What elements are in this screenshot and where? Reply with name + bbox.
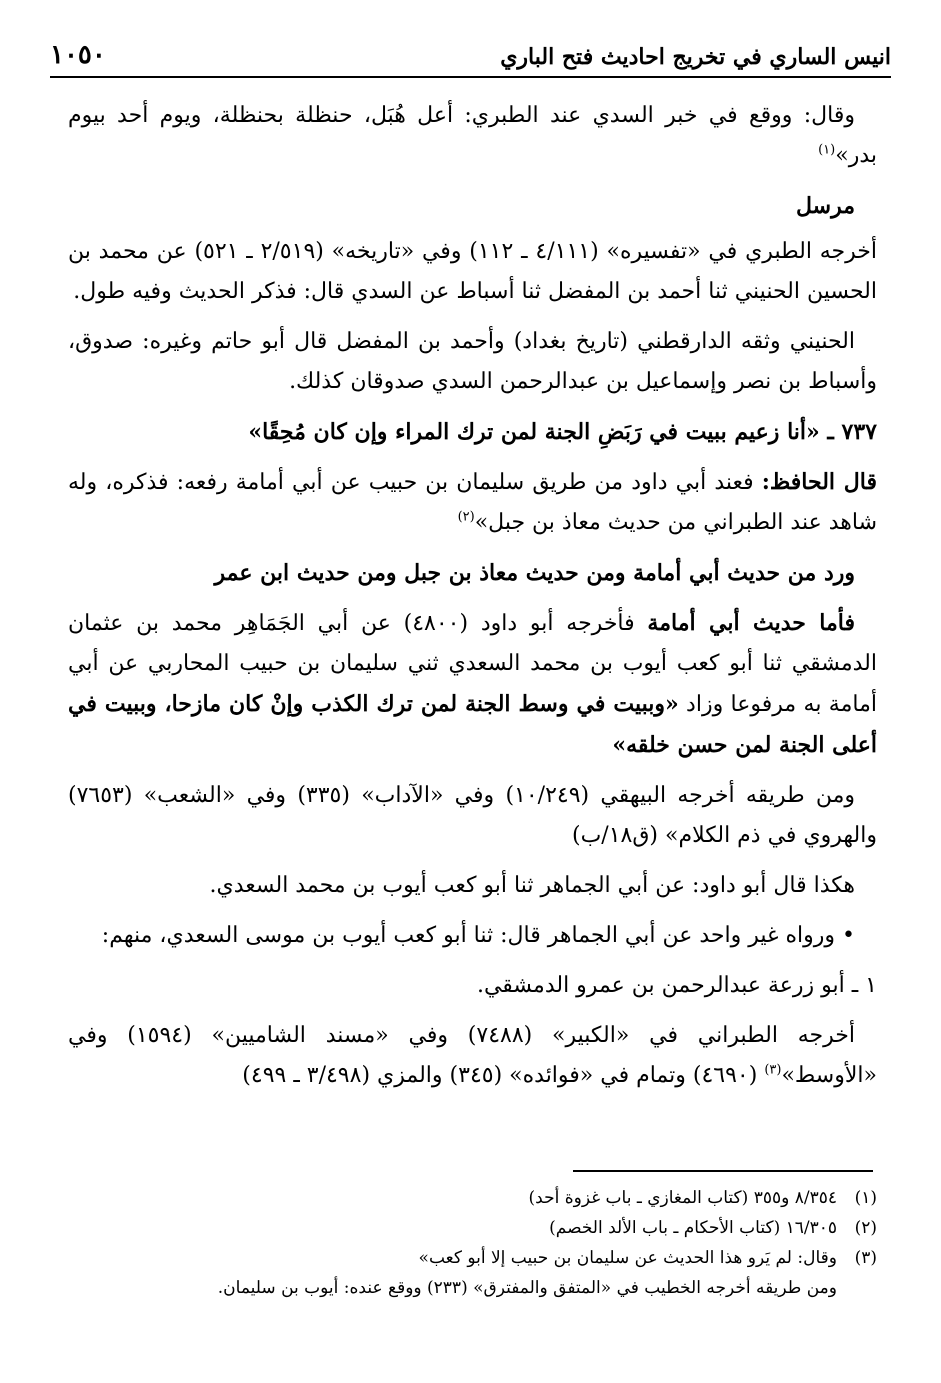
- paragraph-4: [68, 462, 877, 543]
- page-header: [50, 30, 891, 78]
- paragraph-5-lead: فأما حديث أبي أمامة: [647, 610, 856, 636]
- footnote-text: وقال: لم يَرو هذا الحديث عن سليمان بن حبيب إلا أبو كعب»: [418, 1248, 837, 1268]
- paragraph-5-quote: «وببيت في وسط الجنة لمن ترك الكذب وإنْ كان مازحا، وببيت في أعلى الجنة لمن حسن خلقه»: [68, 691, 877, 758]
- paragraph-9: ١ ـ أبو زرعة عبدالرحمن بن عمرو الدمشقي.: [476, 973, 877, 998]
- footnotes: [68, 1184, 877, 1302]
- section-heading-mursal: مرسل: [795, 193, 855, 219]
- footnote-ref-3: (٣): [764, 1062, 782, 1078]
- footnote-1: [68, 1184, 877, 1212]
- section-heading-sources: ورد من حديث أبي أمامة ومن حديث معاذ بن جبل ومن حديث ابن عمر: [214, 560, 855, 586]
- paragraph-4-text: فعند أبي داود من طريق سليمان بن حبيب عن أبي أمامة رفعه: فذكره، وله شاهد عند الطبراني من حديث معاذ بن جبل»: [68, 470, 877, 535]
- paragraph-10-text-a: أخرجه الطبراني في «الكبير» (٧٤٨٨) وفي «مسند الشاميين» (١٥٩٤) وفي «الأوسط»: [68, 1023, 877, 1088]
- book-title: انيس الساري في تخريج احاديث فتح الباري: [500, 44, 891, 70]
- footnote-text: ١٦/٣٠٥ (كتاب الأحكام ـ باب الألد الخصم): [549, 1218, 837, 1238]
- footnote-ref-2: (٢): [457, 509, 475, 525]
- hadith-heading-737: ٧٣٧ ـ «أنا زعيم ببيت في رَبَضِ الجنة لمن ترك المراء وإن كان مُحِقًا»: [248, 419, 877, 445]
- paragraph-1: [68, 96, 877, 176]
- paragraph-8: • ورواه غير واحد عن أبي الجماهر قال: ثنا أبو كعب أيوب بن موسى السعدي، منهم:: [101, 923, 855, 948]
- paragraph-1-text: وقال: ووقع في خبر السدي عند الطبري: أعل هُبَل، حنظلة بحنظلة، ويوم أحد بيوم بدر»: [68, 103, 877, 168]
- paragraph-10: [68, 1016, 877, 1096]
- paragraph-2: أخرجه الطبري في «تفسيره» (٤/١١١ ـ ١١٢) وفي «تاريخه» (٢/٥١٩ ـ ٥٢١) عن محمد بن الحسين الحنيني ثنا أحمد بن المفضل ثنا أسباط عن السدي قال: فذكر الحديث وفيه طول.: [68, 239, 878, 304]
- footnote-ref-1: (١): [818, 142, 836, 158]
- footnote-2: [68, 1214, 877, 1242]
- footnote-number: (١): [854, 1188, 877, 1208]
- paragraph-10-text-b: (٤٦٩٠) وتمام في «فوائده» (٣٤٥) والمزي (٣/٤٩٨ ـ ٤٩٩): [242, 1063, 765, 1088]
- footnote-number: (٣): [854, 1248, 877, 1268]
- page-number: ١٠٥٠: [50, 40, 106, 70]
- paragraph-5-text: فأخرجه أبو داود (٤٨٠٠) عن أبي الجَمَاهِر محمد بن عثمان الدمشقي ثنا أبو كعب أيوب بن محمد السعدي ثني سليمان بن حبيب المحاربي عن أبي أمامة به مرفوعا وزاد: [68, 611, 877, 717]
- footnote-3-continuation: ومن طريقه أخرجه الخطيب في «المتفق والمفترق» (٢٣٣) ووقع عنده: أيوب بن سليمان.: [217, 1278, 837, 1298]
- paragraph-3: الحنيني وثقه الدارقطني (تاريخ بغداد) وأحمد بن المفضل قال أبو حاتم وغيره: صدوق، وأسباط بن نصر وإسماعيل بن عبدالرحمن السدي صدوقان كذلك.: [68, 329, 877, 394]
- footnote-3: [68, 1244, 877, 1272]
- paragraph-5: [68, 603, 877, 766]
- main-text: [68, 96, 877, 1106]
- footnote-separator: [573, 1170, 873, 1172]
- paragraph-6: ومن طريقه أخرجه البيهقي (١٠/٢٤٩) وفي «الآداب» (٣٣٥) وفي «الشعب» (٧٦٥٣) والهروي في ذم الكلام» (ق١٨/ب): [68, 783, 877, 848]
- al-hafiz-label: قال الحافظ:: [761, 469, 877, 495]
- footnote-text: ٨/٣٥٤ و٣٥٥ (كتاب المغازي ـ باب غزوة أحد): [528, 1188, 837, 1208]
- footnote-number: (٢): [854, 1218, 877, 1238]
- paragraph-7: هكذا قال أبو داود: عن أبي الجماهر ثنا أبو كعب أيوب بن محمد السعدي.: [209, 873, 855, 898]
